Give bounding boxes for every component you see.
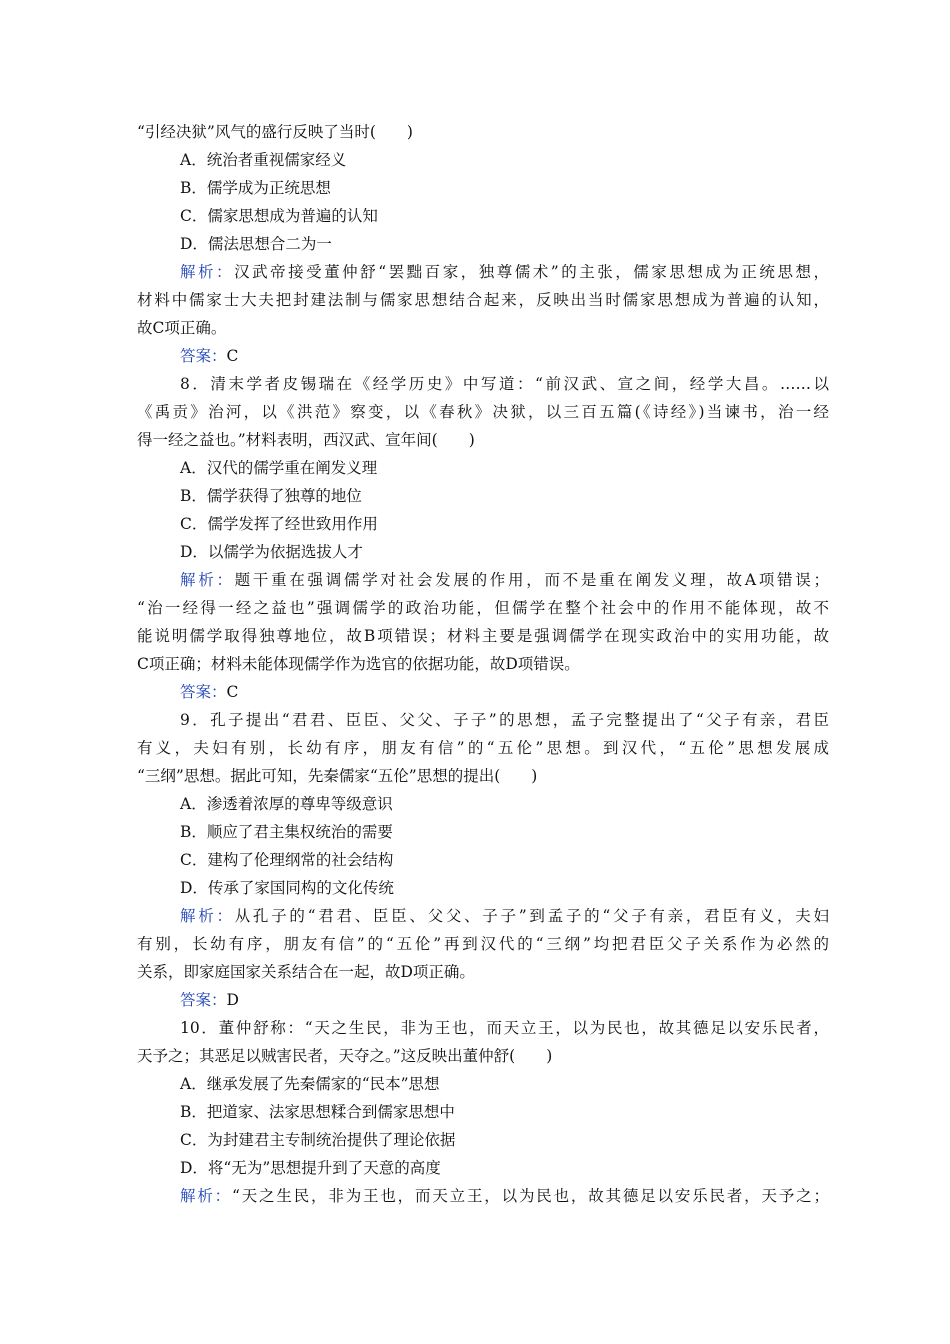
q7-answer [180,346,238,366]
q7-analysis-line-2: 材料中儒家士大夫把封建法制与儒家思想结合起来，反映出当时儒家思想成为普遍的认知， [137,291,829,309]
q9-analysis-line-2: 有别，长幼有序，朋友有信”的“五伦”再到汉代的“三纲”均把君臣父子关系作为必然的 [137,935,829,953]
q9-answer-value: D [226,991,239,1009]
q8-analysis-label: 解析： [180,571,235,589]
q8-analysis-line-3: 能说明儒学取得独尊地位，故B项错误；材料主要是强调儒学在现实政治中的实用功能，故 [137,627,829,645]
q10-option-b: B．把道家、法家思想糅合到儒家思想中 [180,1103,455,1121]
q7-option-a: A．统治者重视儒家经义 [180,151,347,169]
q10-stem-line-1: 10．董仲舒称：“天之生民，非为王也，而天立王，以为民也，故其德足以安乐民者， [180,1019,829,1037]
q8-analysis-line-4: C项正确；材料未能体现儒学作为选官的依据功能，故D项错误。 [137,655,580,673]
q9-stem-line-1: 9．孔子提出“君君、臣臣、父父、子子”的思想，孟子完整提出了“父子有亲，君臣 [180,711,829,729]
q9-analysis-line-3: 关系，即家庭国家关系结合在一起，故D项正确。 [137,963,475,981]
q9-analysis-label: 解析： [180,907,235,925]
q9-option-b: B．顺应了君主集权统治的需要 [180,823,393,841]
q9-answer [180,990,239,1010]
q8-analysis-line-2: “治一经得一经之益也”强调儒学的政治功能，但儒学在整个社会中的作用不能体现，故不 [137,599,829,617]
q7-analysis-line-3: 故C项正确。 [137,319,227,337]
q7-option-c: C．儒家思想成为普遍的认知 [180,207,378,225]
q9-stem-line-3: “三纲”思想。据此可知，先秦儒家“五伦”思想的提出( ) [137,767,538,785]
q9-answer-label: 答案： [180,991,227,1009]
q8-answer-value: C [226,683,239,701]
q10-analysis-line-1: 解析：“天之生民，非为王也，而天立王，以为民也，故其德足以安乐民者，天予之； [180,1187,829,1205]
q7-analysis-label: 解析： [180,263,235,281]
q10-option-a: A．继承发展了先秦儒家的“民本”思想 [180,1075,440,1093]
q9-option-d: D．传承了家国同构的文化传统 [180,879,394,897]
q8-option-a: A．汉代的儒学重在阐发义理 [180,459,378,477]
q10-option-c: C．为封建君主专制统治提供了理论依据 [180,1131,456,1149]
q8-answer [180,682,238,702]
q10-analysis-label: 解析： [180,1187,232,1205]
q9-analysis-line-1: 解析：从孔子的“君君、臣臣、父父、子子”到孟子的“父子有亲，君臣有义，夫妇 [180,907,829,925]
q9-stem-line-2: 有义，夫妇有别，长幼有序，朋友有信”的“五伦”思想。到汉代，“五伦”思想发展成 [137,739,829,757]
q8-option-d: D．以儒学为依据选拔人才 [180,543,363,561]
q8-stem-line-3: 得一经之益也。”材料表明，西汉武、宣年间( ) [137,431,475,449]
q8-option-c: C．儒学发挥了经世致用作用 [180,515,378,533]
q7-answer-label: 答案： [180,347,227,365]
q8-answer-label: 答案： [180,683,227,701]
q8-option-b: B．儒学获得了独尊的地位 [180,487,362,505]
q10-stem-line-2: 天予之；其恶足以贼害民者，天夺之。”这反映出董仲舒( ) [137,1047,553,1065]
q8-stem-line-1: 8．清末学者皮锡瑞在《经学历史》中写道：“前汉武、宣之间，经学大昌。……以 [180,375,829,393]
q8-stem-line-2: 《禹贡》治河，以《洪范》察变，以《春秋》决狱，以三百五篇(《诗经》)当谏书，治一经 [137,403,829,421]
q7-answer-value: C [226,347,239,365]
q10-option-d: D．将“无为”思想提升到了天意的高度 [180,1159,441,1177]
q7-option-d: D．儒法思想合二为一 [180,235,332,253]
q9-option-c: C．建构了伦理纲常的社会结构 [180,851,394,869]
q8-analysis-line-1: 解析：题干重在强调儒学对社会发展的作用，而不是重在阐发义理，故A项错误； [180,571,829,589]
q7-stem-line: “引经决狱”风气的盛行反映了当时( ) [137,123,413,141]
q7-option-b: B．儒学成为正统思想 [180,179,331,197]
q7-analysis-line-1: 解析：汉武帝接受董仲舒“罢黜百家，独尊儒术”的主张，儒家思想成为正统思想， [180,263,829,281]
q9-option-a: A．渗透着浓厚的尊卑等级意识 [180,795,393,813]
